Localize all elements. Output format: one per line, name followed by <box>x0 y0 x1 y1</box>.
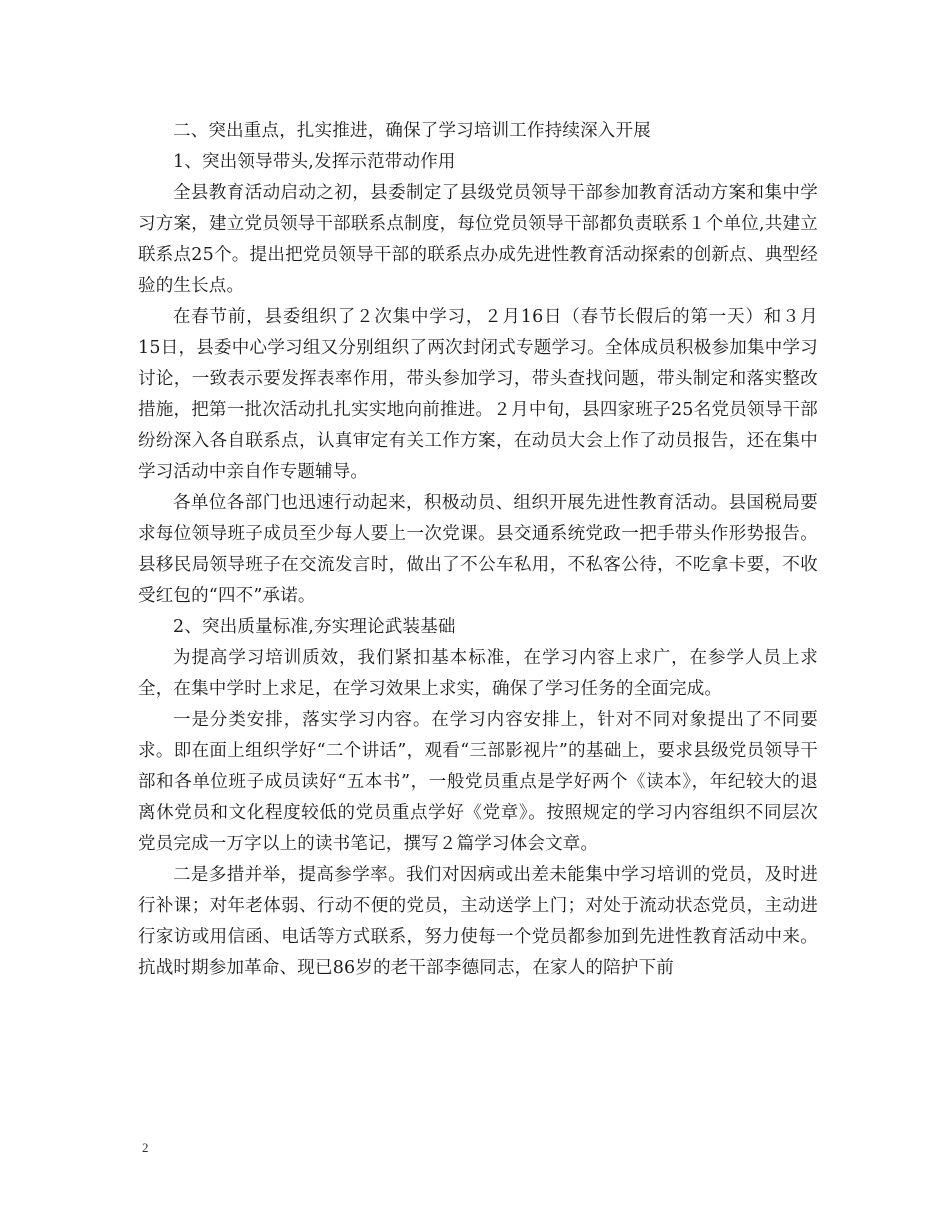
paragraph: 在春节前，县委组织了２次集中学习，２月16日（春节长假后的第一天）和３月15日，县委中心学习组又分别组织了两次封闭式专题学习。全体成员积极参加集中学习讨论，一致表示要发挥表率作用，带头参加学习，带头查找问题，带头制定和落实整改措施，把第一批次活动扎扎实实地向前推进。２月中旬，县四家班子25名党员领导干部纷纷深入各自联系点，认真审定有关工作方案，在动员大会上作了动员报告，还在集中学习活动中亲自作专题辅导。 <box>138 307 818 482</box>
paragraph: 为提高学习培训质效，我们紧扣基本标准，在学习内容上求广，在参学人员上求全，在集中学时上求足，在学习效果上求实，确保了学习任务的全面完成。 <box>138 648 818 699</box>
paragraph: 全县教育活动启动之初，县委制定了县级党员领导干部参加教育活动方案和集中学习方案，建立党员领导干部联系点制度，每位党员领导干部都负责联系１个单位,共建立联系点25个。提出把党员领导干部的联系点办成先进性教育活动探索的创新点、典型经验的生长点。 <box>138 183 818 296</box>
page-number: 2 <box>142 1140 149 1155</box>
sub-heading-1: 1、突出领导带头,发挥示范带动作用 <box>173 152 456 172</box>
paragraph: 二是多措并举，提高参学率。我们对因病或出差未能集中学习培训的党员，及时进行补课；对年老体弱、行动不便的党员，主动送学上门；对处于流动状态党员，主动进行家访或用信函、电话等方式联系，努力使每一个党员都参加到先进性教育活动中来。抗战时期参加革命、现已86岁的老干部李德同志，在家人的陪护下前 <box>138 865 818 978</box>
paragraph: 一是分类安排，落实学习内容。在学习内容安排上，针对不同对象提出了不同要求。即在面上组织学好“二个讲话”，观看“三部影视片”的基础上，要求县级党员领导干部和各单位班子成员读好“五本书”，一般党员重点是学好两个《读本》，年纪较大的退离休党员和文化程度较低的党员重点学好《党章》。按照规定的学习内容组织不同层次党员完成一万字以上的读书笔记，撰写２篇学习体会文章。 <box>138 710 818 854</box>
sub-heading-2: 2、突出质量标准,夯实理论武装基础 <box>173 617 456 637</box>
section-heading: 二、突出重点，扎实推进，确保了学习培训工作持续深入开展 <box>173 121 651 141</box>
document-body <box>138 116 818 984</box>
paragraph: 各单位各部门也迅速行动起来，积极动员、组织开展先进性教育活动。县国税局要求每位领导班子成员至少每人要上一次党课。县交通系统党政一把手带头作形势报告。县移民局领导班子在交流发言时，做出了不公车私用，不私客公待，不吃拿卡要，不收受红包的“四不”承诺。 <box>138 493 818 606</box>
